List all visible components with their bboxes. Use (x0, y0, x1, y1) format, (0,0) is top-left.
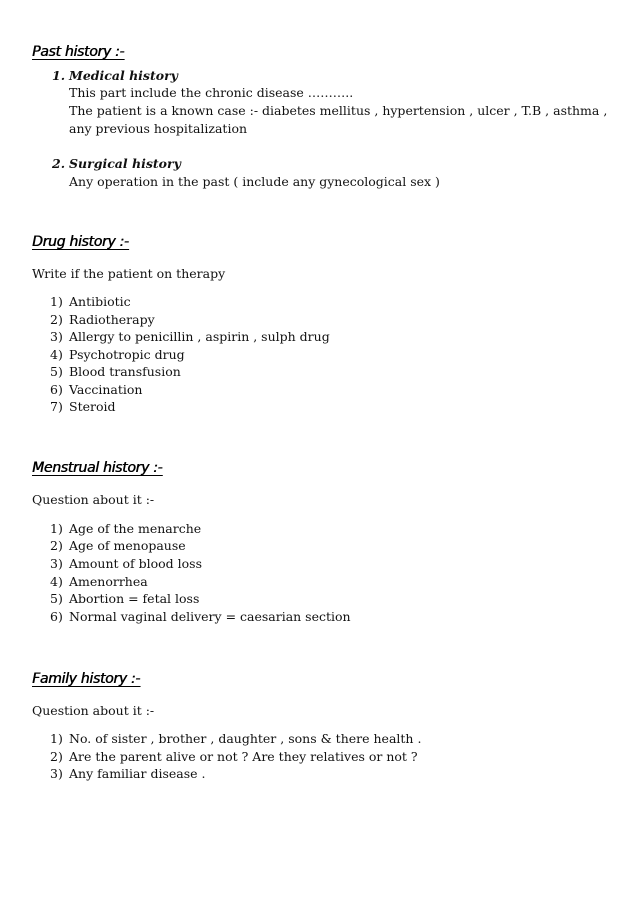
medical-history-line: any previous hospitalization (69, 121, 248, 136)
drug-item: Blood transfusion (69, 364, 181, 379)
menstrual-item: Abortion = fetal loss (69, 591, 200, 606)
drug-item: Steroid (69, 399, 116, 414)
menstrual-item-number: 6) (50, 609, 63, 624)
drug-item-number: 6) (50, 382, 63, 397)
menstrual-history-intro: Question about it :- (32, 492, 155, 507)
family-item: Are the parent alive or not ? Are they relatives or not ? (69, 749, 418, 764)
drug-history-intro: Write if the patient on therapy (32, 266, 226, 281)
medical-history-title: Medical history (69, 68, 178, 83)
past-history-heading: Past history :- (32, 44, 125, 60)
medical-history-number: 1. (52, 68, 66, 83)
family-history-intro: Question about it :- (32, 703, 155, 718)
menstrual-history-heading: Menstrual history :- (32, 460, 163, 476)
drug-item-number: 7) (50, 399, 63, 414)
drug-item-number: 5) (50, 364, 63, 379)
surgical-history-title: Surgical history (69, 156, 181, 171)
family-history-heading: Family history :- (32, 671, 141, 687)
menstrual-item-number: 5) (50, 591, 63, 606)
surgical-history-line: Any operation in the past ( include any gynecological sex ) (69, 174, 440, 189)
menstrual-item: Amount of blood loss (69, 556, 203, 571)
drug-item: Allergy to penicillin , aspirin , sulph drug (69, 329, 330, 344)
menstrual-item-number: 4) (50, 574, 63, 589)
surgical-history-number: 2. (52, 156, 66, 171)
drug-item-number: 3) (50, 329, 63, 344)
menstrual-item: Age of the menarche (69, 521, 202, 536)
drug-history-heading: Drug history :- (32, 234, 129, 250)
drug-item-number: 2) (50, 312, 63, 327)
menstrual-item-number: 2) (50, 538, 63, 553)
drug-item-number: 4) (50, 347, 63, 362)
family-item-number: 2) (50, 749, 63, 764)
family-item-number: 3) (50, 766, 63, 781)
family-item: Any familiar disease . (69, 766, 206, 781)
menstrual-item-number: 1) (50, 521, 63, 536)
drug-item: Psychotropic drug (69, 347, 185, 362)
medical-history-line: This part include the chronic disease ……….. (69, 85, 354, 100)
medical-history-line: The patient is a known case :- diabetes mellitus , hypertension , ulcer , T.B , asthma , (69, 103, 608, 118)
drug-item-number: 1) (50, 294, 63, 309)
family-item-number: 1) (50, 731, 63, 746)
drug-item: Antibiotic (69, 294, 131, 309)
drug-item: Vaccination (69, 382, 143, 397)
menstrual-item: Normal vaginal delivery = caesarian section (69, 609, 351, 624)
drug-item: Radiotherapy (69, 312, 155, 327)
family-item: No. of sister , brother , daughter , sons & there health . (69, 731, 422, 746)
menstrual-item: Amenorrhea (69, 574, 148, 589)
menstrual-item-number: 3) (50, 556, 63, 571)
menstrual-item: Age of menopause (69, 538, 186, 553)
